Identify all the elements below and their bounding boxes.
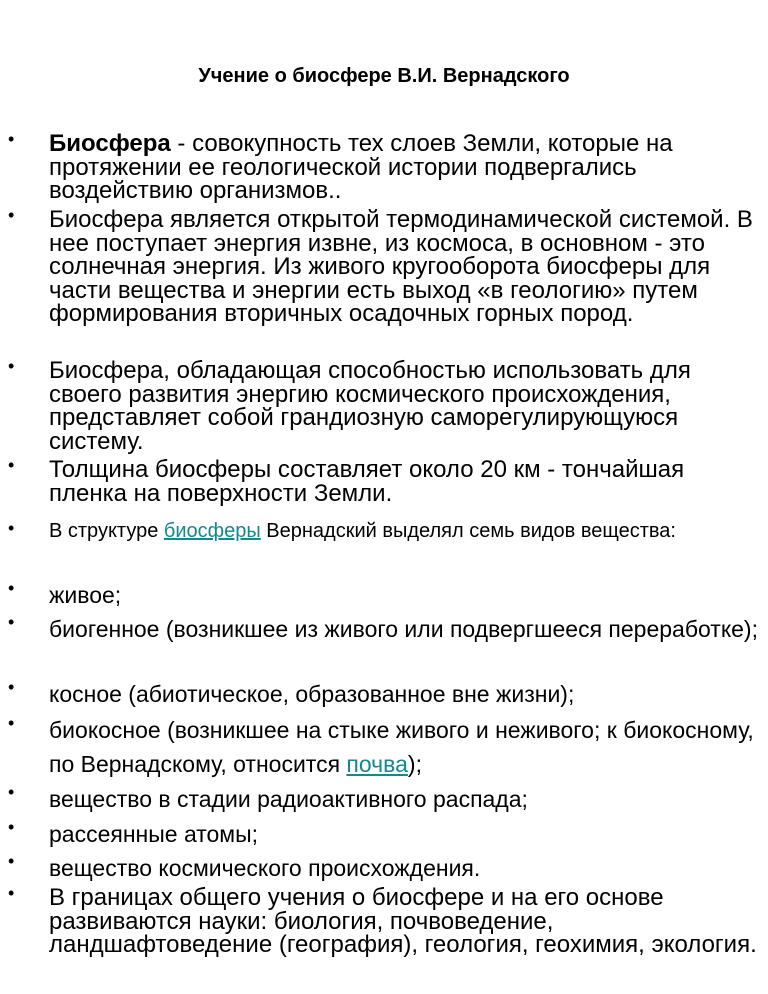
biocosnic-text-after: );	[407, 751, 422, 777]
biocosnic-text-before: биокосное (возникшее на стыке живого и неживого; к биокосному, по Вернадскому, относится	[49, 717, 754, 777]
item-text: В границах общего учения о биосфере и на его основе развиваются науки: биология, почвоведение, ландшафтоведение (география), геология, геохимия, экология.	[49, 884, 757, 958]
soil-link[interactable]: почва	[346, 751, 408, 777]
item-text: косное (абиотическое, образованное вне жизни);	[49, 681, 575, 707]
bullet-icon: •	[8, 677, 15, 697]
definition-text: - совокупность тех слоев Земли, которые на протяжении ее геологической истории подвергались воздействию организмов..	[49, 130, 673, 204]
bullet-icon: •	[8, 356, 15, 376]
bullet-icon: •	[8, 817, 15, 837]
bullet-icon: •	[8, 883, 15, 903]
item-text: вещество космического происхождения.	[49, 855, 481, 881]
bullet-icon: •	[8, 713, 15, 733]
item-text	[49, 713, 761, 781]
item-text: вещество в стадии радиоактивного распада;	[49, 786, 528, 812]
biosphere-link[interactable]: биосферы	[163, 520, 261, 542]
bullet-icon: •	[8, 851, 15, 871]
structure-text-after: Вернадский выделял семь видов вещества:	[260, 520, 676, 542]
term-biosphere: Биосфера	[49, 130, 171, 157]
page-title: Учение о биосфере В.И. Вернадского	[198, 65, 570, 87]
item-text: рассеянные атомы;	[49, 821, 259, 847]
structure-text-before: В структуре	[49, 520, 164, 542]
bullet-icon: •	[8, 455, 15, 475]
bullet-icon: •	[8, 518, 15, 538]
item-text: живое;	[49, 582, 122, 608]
item-text: Биосфера, обладающая способностью использовать для своего развития энергию космического происхождения, представляет собой грандиозную саморегулирующуюся систему.	[49, 357, 691, 455]
item-text: Толщина биосферы составляет около 20 км - тончайшая пленка на поверхности Земли.	[49, 456, 685, 507]
item-text: Биосфера является открытой термодинамической системой. В нее поступает энергия извне, из космоса, в основном - это солнечная энергия. Из живого кругооборота биосферы для части вещества и энергии есть выход «в геологию» путем формирования вторичных осадочных горных пород.	[49, 206, 753, 327]
bullet-icon: •	[8, 612, 15, 632]
bullet-icon: •	[8, 782, 15, 802]
item-text	[49, 518, 761, 545]
item-text: биогенное (возникшее из живого или подвергшееся переработке);	[49, 616, 758, 642]
bullet-icon: •	[8, 578, 15, 598]
bullet-icon: •	[8, 129, 15, 149]
bullet-icon: •	[8, 205, 15, 225]
item-text	[49, 132, 761, 203]
